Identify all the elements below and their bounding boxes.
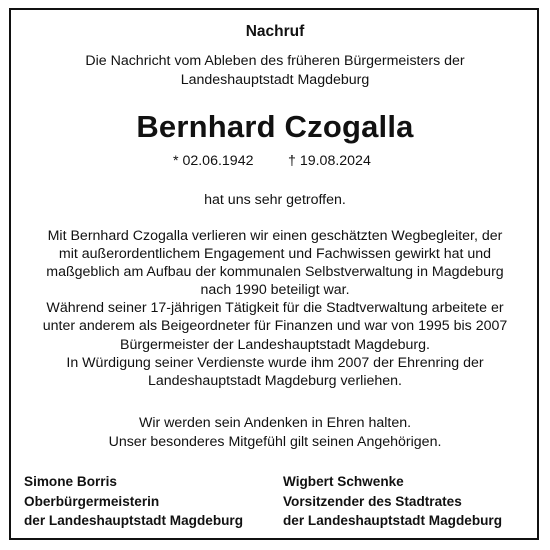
closing-line: Wir werden sein Andenken in Ehren halten. bbox=[138, 415, 412, 431]
intro-text bbox=[0, 52, 550, 90]
closing-line: Unser besonderes Mitgefühl gilt seinen Angehörigen. bbox=[108, 434, 442, 450]
signatory-right bbox=[283, 472, 502, 531]
body-line: Bürgermeister der Landeshauptstadt Magdeburg. bbox=[120, 336, 430, 353]
obituary-body bbox=[0, 227, 550, 390]
body-line: Während seiner 17-jährigen Tätigkeit für die Stadtverwaltung arbeitete er bbox=[46, 300, 504, 317]
body-line: nach 1990 beteiligt war. bbox=[200, 282, 350, 299]
deceased-name: Bernhard Czogalla bbox=[136, 109, 414, 144]
body-line: maßgeblich am Aufbau der kommunalen Selbstverwaltung in Magdeburg bbox=[46, 264, 504, 281]
body-line: Landeshauptstadt Magdeburg verliehen. bbox=[148, 372, 402, 389]
body-line: unter anderem als Beigeordneter für Finanzen und war von 1995 bis 2007 bbox=[42, 318, 508, 335]
intro-line: Die Nachricht vom Ableben des früheren Bürgermeisters der bbox=[85, 53, 465, 69]
intro-line: Landeshauptstadt Magdeburg bbox=[180, 72, 370, 88]
signatory-name: Simone Borris bbox=[24, 474, 117, 489]
condolence-line: hat uns sehr getroffen. bbox=[204, 192, 346, 208]
body-line: Mit Bernhard Czogalla verlieren wir einen geschätzten Wegbegleiter, der bbox=[47, 228, 503, 244]
body-line: mit außerordentlichem Engagement und Fachwissen gewirkt hat und bbox=[58, 246, 492, 263]
body-line: In Würdigung seiner Verdienste wurde ihm 2007 der Ehrenring der bbox=[66, 354, 484, 371]
closing-text bbox=[0, 414, 550, 452]
signatory-role: Vorsitzender des Stadtrates bbox=[283, 493, 462, 509]
death-date: † 19.08.2024 bbox=[288, 153, 371, 169]
signatory-organization: der Landeshauptstadt Magdeburg bbox=[24, 513, 244, 528]
life-dates bbox=[0, 151, 550, 171]
birth-date: * 02.06.1942 bbox=[173, 153, 254, 169]
signatory-organization: der Landeshauptstadt Magdeburg bbox=[283, 513, 503, 528]
signatory-role: Oberbürgermeisterin bbox=[24, 493, 160, 509]
obituary-title: Nachruf bbox=[245, 23, 305, 40]
signatory-left bbox=[24, 472, 243, 531]
signatory-name: Wigbert Schwenke bbox=[283, 474, 404, 489]
